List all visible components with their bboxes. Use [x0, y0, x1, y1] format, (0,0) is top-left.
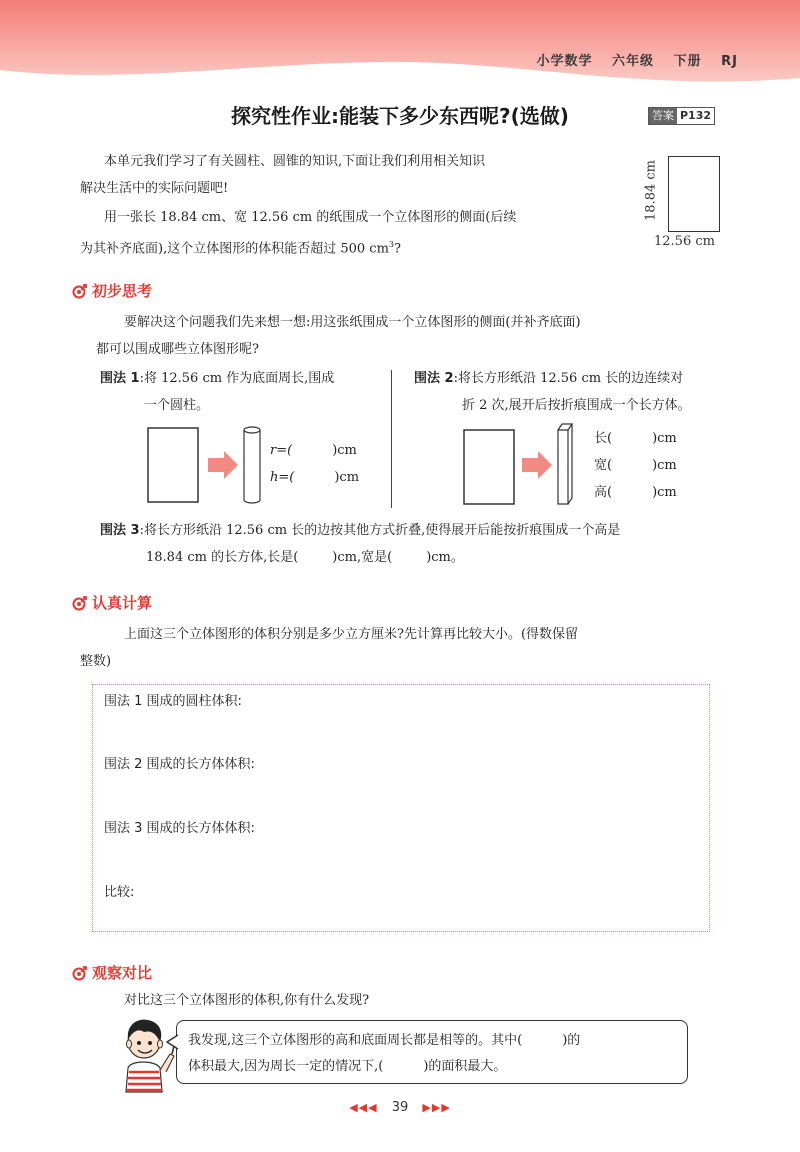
bubble-line-1[interactable]: 我发现,这三个立体图形的高和底面周长都是相等的。其中( )的 [188, 1033, 581, 1048]
subject-label: 小学数学 [536, 54, 593, 69]
section-heading-initial-thinking: 初步思考 [72, 280, 152, 301]
paper-height-label: 18.84 cm [643, 160, 659, 221]
height-fill[interactable]: h=( )cm [270, 470, 360, 485]
method1-text-1: 围法 1:将 12.56 cm 作为底面周长,围成 [100, 371, 335, 386]
target-icon [72, 965, 88, 981]
edition-label: RJ [721, 54, 738, 69]
paper-width-label: 12.56 cm [654, 234, 715, 249]
answer-label: 答案 [649, 108, 677, 124]
calc-box3-volume: 围法 3 围成的长方体体积: [104, 821, 255, 836]
method1-text-2: 一个圆柱。 [144, 398, 210, 413]
page-title: 探究性作业:能装下多少东西呢?(选做) [231, 104, 569, 128]
section3-question: 对比这三个立体图形的体积,你有什么发现? [124, 993, 370, 1008]
intro-line-3: 用一张长 18.84 cm、宽 12.56 cm 的纸围成一个立体图形的侧面(后续 [104, 210, 517, 225]
method2-diagram [458, 420, 588, 508]
method3-text-2[interactable]: 18.84 cm 的长方体,长是( )cm,宽是( )cm。 [146, 550, 464, 565]
calc-cylinder-volume: 围法 1 围成的圆柱体积: [104, 694, 242, 709]
calculation-area[interactable] [92, 684, 710, 932]
volume-label: 下册 [673, 54, 702, 69]
section1-question-line-2: 都可以围成哪些立体图形呢? [96, 342, 259, 357]
method2-label: 围法 2 [414, 371, 454, 386]
page-number: ◀◀◀ 39 ▶▶▶ [349, 1100, 451, 1115]
section-heading-careful-calculation: 认真计算 [72, 592, 152, 613]
section2-question-line-2: 整数) [80, 654, 112, 669]
method3-text-1: 围法 3:将长方形纸沿 12.56 cm 长的边按其他方式折叠,使得展开后能按折痕围成一个高是 [100, 523, 621, 538]
method1-diagram [140, 420, 290, 508]
answer-tag[interactable] [648, 107, 715, 125]
calc-box2-volume: 围法 2 围成的长方体体积: [104, 757, 255, 772]
left-arrows-icon: ◀◀◀ [349, 1101, 378, 1114]
box-height-fill[interactable]: 高( )cm [594, 485, 677, 500]
method1-label: 围法 1 [100, 371, 140, 386]
student-boy-icon [112, 1014, 184, 1094]
intro-line-1: 本单元我们学习了有关圆柱、圆锥的知识,下面让我们利用相关知识 [104, 154, 486, 169]
method2-text-1: 围法 2:将长方形纸沿 12.56 cm 长的边连续对 [414, 371, 684, 386]
calc-compare: 比较: [104, 885, 135, 900]
speech-bubble-tail [166, 1034, 180, 1050]
section2-question-line-1: 上面这三个立体图形的体积分别是多少立方厘米?先计算再比较大小。(得数保留 [124, 627, 579, 642]
target-icon [72, 283, 88, 299]
answer-page: P132 [680, 109, 712, 122]
intro-line-2: 解决生活中的实际问题吧! [80, 181, 229, 196]
width-fill[interactable]: 宽( )cm [594, 458, 677, 473]
grade-label: 六年级 [612, 54, 655, 69]
target-icon [72, 595, 88, 611]
method2-text-2: 折 2 次,展开后按折痕围成一个长方体。 [462, 398, 691, 413]
method-divider [391, 370, 392, 508]
radius-fill[interactable]: r=( )cm [270, 443, 357, 458]
bubble-line-2[interactable]: 体积最大,因为周长一定的情况下,( )的面积最大。 [188, 1059, 507, 1074]
right-arrows-icon: ▶▶▶ [422, 1101, 451, 1114]
paper-rectangle [668, 156, 720, 232]
intro-line-4: 为其补齐底面),这个立体图形的体积能否超过 500 $cm^3$? [80, 240, 401, 257]
header-band [0, 0, 800, 92]
method3-label: 围法 3 [100, 523, 140, 538]
section-heading-observe-compare: 观察对比 [72, 962, 152, 983]
header-meta [523, 50, 739, 69]
section1-question-line-1: 要解决这个问题我们先来想一想:用这张纸围成一个立体图形的侧面(并补齐底面) [124, 315, 581, 330]
length-fill[interactable]: 长( )cm [594, 431, 677, 446]
